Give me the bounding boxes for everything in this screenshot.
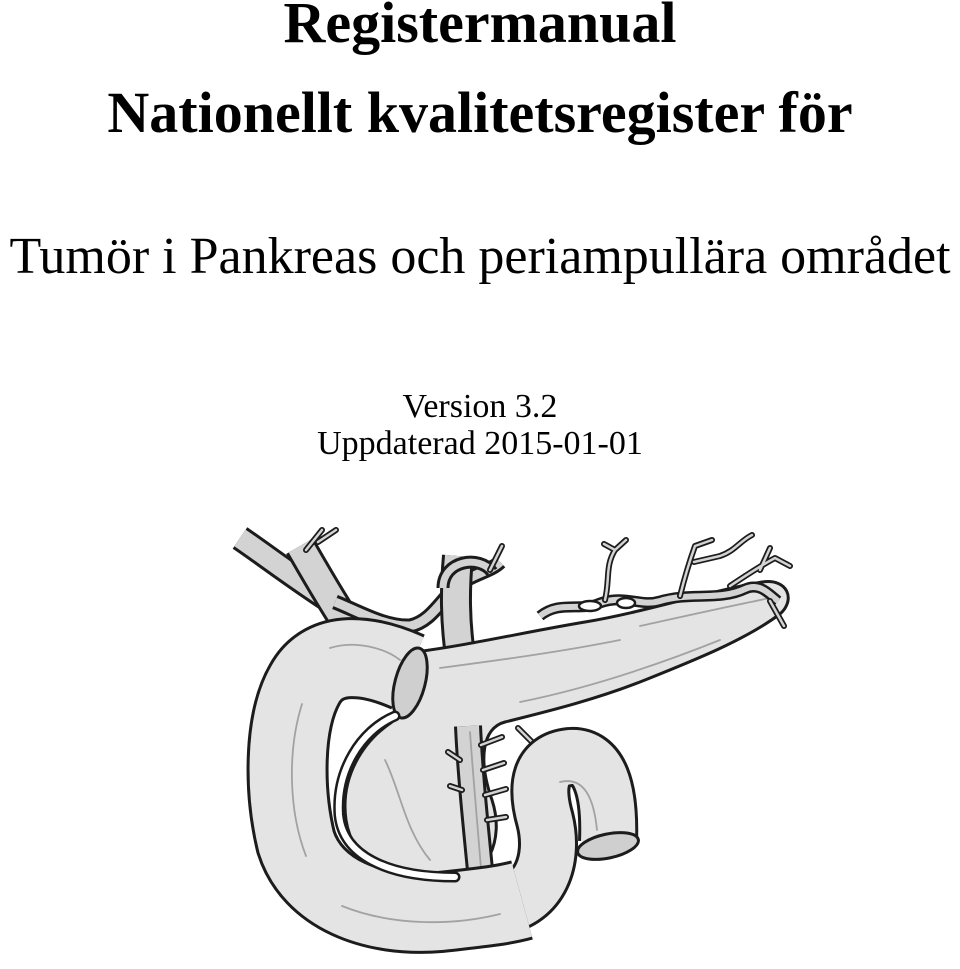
splenic-loop (579, 601, 601, 611)
version-label: Version 3.2 (402, 388, 558, 425)
document-subtitle: Nationellt kvalitetsregister för (107, 80, 853, 145)
splenic-loop (617, 598, 635, 608)
registry-name: Tumör i Pankreas och periampullära området (9, 228, 951, 285)
updated-date: Uppdaterad 2015-01-01 (317, 425, 643, 462)
document-title: Registermanual (283, 0, 677, 55)
pancreas-illustration (225, 520, 815, 965)
